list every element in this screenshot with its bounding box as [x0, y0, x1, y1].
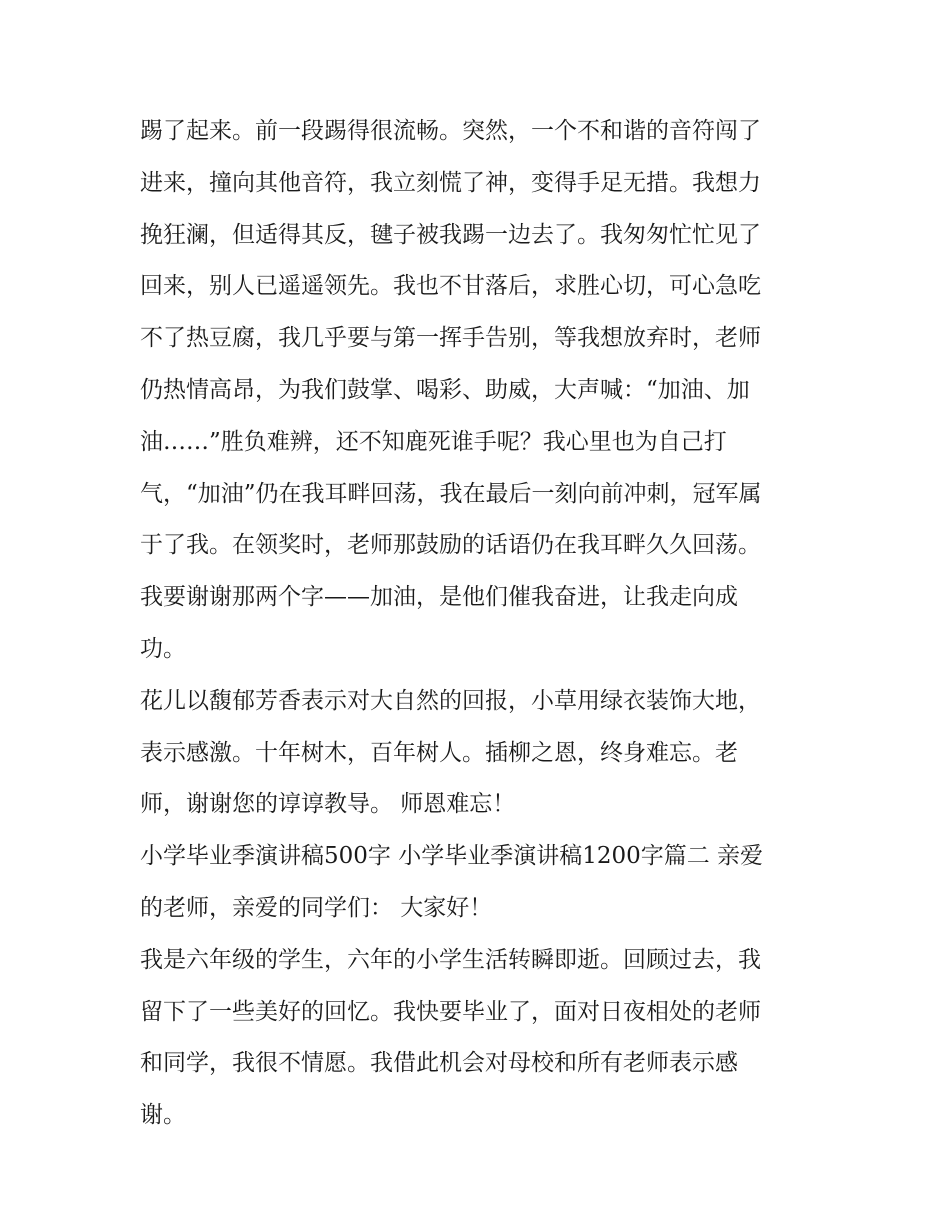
text-line: 气，“加油”仍在我耳畔回荡，我在最后一刻向前冲刺，冠军属: [140, 480, 762, 507]
text-line: 谢。: [140, 1102, 186, 1129]
text-line: 回来，别人已遥遥领先。我也不甘落后，求胜心切，可心急吃: [140, 273, 761, 300]
text-line: 我是六年级的学生，六年的小学生活转瞬即逝。回顾过去，我: [140, 946, 761, 973]
text-line: 油……”胜负难辨，还不知鹿死谁手呢？我心里也为自己打: [140, 428, 727, 455]
text-line: 功。: [140, 635, 186, 662]
text-line: 表示感激。十年树木，百年树人。插柳之恩，终身难忘。老: [140, 739, 738, 766]
text-line: 仍热情高昂，为我们鼓掌、喝彩、助威，大声喊：“加油、加: [140, 376, 750, 403]
text-line: 和同学，我很不情愿。我借此机会对母校和所有老师表示感: [140, 1050, 738, 1077]
document-body: [140, 106, 820, 1142]
text-line: 踢了起来。前一段踢得很流畅。突然，一个不和谐的音符闯了: [140, 118, 761, 144]
text-line: 师，谢谢您的谆谆教导。 师恩难忘！: [140, 791, 516, 818]
text-line: 留下了一些美好的回忆。我快要毕业了，面对日夜相处的老师: [140, 998, 761, 1025]
text-line: 不了热豆腐，我几乎要与第一挥手告别，等我想放弃时，老师: [140, 325, 761, 352]
text-line: 进来，撞向其他音符，我立刻慌了神，变得手足无措。我想力: [140, 169, 761, 196]
text-line: 花儿以馥郁芳香表示对大自然的回报，小草用绿衣装饰大地，: [140, 687, 761, 714]
text-line: 小学毕业季演讲稿500字 小学毕业季演讲稿1200字篇二 亲爱: [140, 843, 764, 870]
text-line: 我要谢谢那两个字——加油，是他们催我奋进，让我走向成: [140, 584, 738, 611]
text-line: 于了我。在领奖时，老师那鼓励的话语仍在我耳畔久久回荡。: [140, 532, 761, 559]
text-line: 挽狂澜，但适得其反，毽子被我踢一边去了。我匆匆忙忙见了: [140, 221, 761, 248]
text-line: 的老师，亲爱的同学们： 大家好！: [140, 894, 493, 921]
